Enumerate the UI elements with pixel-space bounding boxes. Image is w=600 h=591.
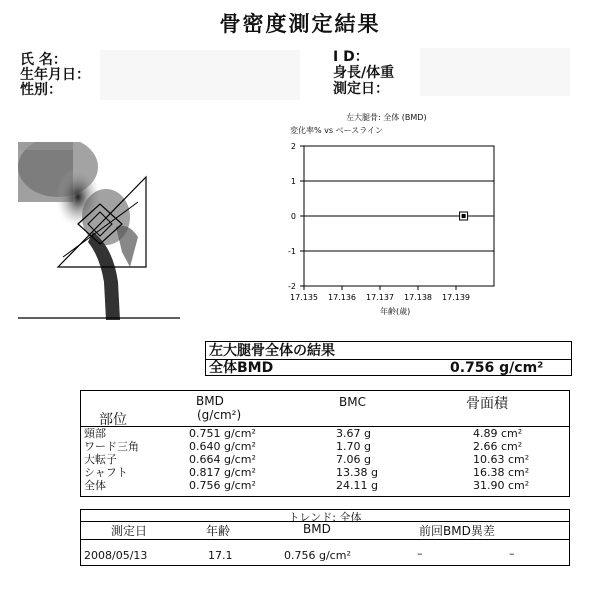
measure-area-cell: 4.89 cm² xyxy=(473,427,523,440)
measure-bmd-cell: 0.664 g/cm² xyxy=(189,453,256,466)
x-tick-label: 17.137 xyxy=(366,293,394,302)
measure-area-cell: 2.66 cm² xyxy=(473,440,523,453)
trend-date: 2008/05/13 xyxy=(84,549,148,562)
report-title: 骨密度測定結果 xyxy=(219,12,381,36)
redacted-area xyxy=(100,50,300,100)
y-tick-label: 2 xyxy=(290,142,296,151)
trend-bmd: 0.756 g/cm² xyxy=(284,549,351,562)
result-heading: 左大腿骨全体の結果 xyxy=(209,343,335,359)
x-tick-label: 17.139 xyxy=(442,293,470,302)
measure-bmc-cell: 7.06 g xyxy=(336,453,371,466)
measure-region-cell: シャフト xyxy=(84,466,128,479)
chart-title: 左大腿骨: 全体 (BMD) xyxy=(346,113,427,122)
measure-bmc-cell: 3.67 g xyxy=(336,427,371,440)
result-box xyxy=(205,341,572,376)
trend-col-diff: 前回BMD異差 xyxy=(419,524,495,538)
measure-region-cell: 全体 xyxy=(84,479,106,492)
measure-date-label: 測定日： xyxy=(333,81,389,97)
measure-area-cell: 31.90 cm² xyxy=(473,479,530,492)
measure-region-cell: 頸部 xyxy=(84,427,106,440)
measure-bmd-cell: 0.817 g/cm² xyxy=(189,466,256,479)
data-point-inner xyxy=(462,214,466,218)
trend-diff-2: – xyxy=(509,547,515,560)
bmd-trend-chart xyxy=(270,138,520,318)
y-tick-label: 1 xyxy=(290,177,296,186)
y-tick-label: 0 xyxy=(290,212,296,221)
total-bmd-label: 全体BMD xyxy=(209,360,274,376)
y-tick-label: -2 xyxy=(288,282,296,291)
measure-bmd-cell: 0.751 g/cm² xyxy=(189,427,256,440)
trend-col-date: 測定日 xyxy=(111,524,148,538)
trend-col-bmd: BMD xyxy=(303,522,331,536)
trend-diff-1: – xyxy=(417,547,423,560)
trend-heading: トレンド: 全体 xyxy=(288,511,362,524)
x-tick-label: 17.136 xyxy=(328,293,356,302)
measure-bmd-cell: 0.640 g/cm² xyxy=(189,440,256,453)
name-label: 氏 名： xyxy=(20,52,67,68)
col-bmc-header: BMC xyxy=(339,395,366,409)
x-tick-label: 17.138 xyxy=(404,293,432,302)
x-tick-label: 17.135 xyxy=(290,293,318,302)
total-bmd-value: 0.756 g/cm² xyxy=(450,360,544,376)
measure-bmc-cell: 24.11 g xyxy=(336,479,378,492)
measurement-table xyxy=(80,390,570,497)
measure-bmd-cell: 0.756 g/cm² xyxy=(189,479,256,492)
hip-scan-image xyxy=(18,142,180,322)
col-bmd-header: BMD xyxy=(196,394,224,408)
measure-region-cell: 大転子 xyxy=(84,453,117,466)
trend-age: 17.1 xyxy=(208,549,233,562)
col-region-header: 部位 xyxy=(99,412,127,428)
chart-xlabel: 年齢(歳) xyxy=(380,307,411,316)
trend-col-age: 年齢 xyxy=(206,524,231,538)
measure-area-cell: 16.38 cm² xyxy=(473,466,530,479)
col-area-header: 骨面積 xyxy=(466,396,508,412)
id-label: I D： xyxy=(333,49,369,65)
trend-table xyxy=(80,509,570,566)
chart-ylabel: 変化率% vs ベースライン xyxy=(290,126,383,135)
measure-bmc-cell: 13.38 g xyxy=(336,466,378,479)
measure-bmc-cell: 1.70 g xyxy=(336,440,371,453)
height-weight-label: 身長/体重 xyxy=(333,65,395,81)
sex-label: 性別： xyxy=(20,82,62,98)
redacted-area xyxy=(420,48,570,96)
col-bmd-unit: (g/cm²) xyxy=(197,408,242,422)
y-tick-label: -1 xyxy=(288,247,296,256)
dob-label: 生年月日： xyxy=(20,67,90,83)
measure-area-cell: 10.63 cm² xyxy=(473,453,530,466)
measure-region-cell: ワード三角 xyxy=(84,440,139,453)
